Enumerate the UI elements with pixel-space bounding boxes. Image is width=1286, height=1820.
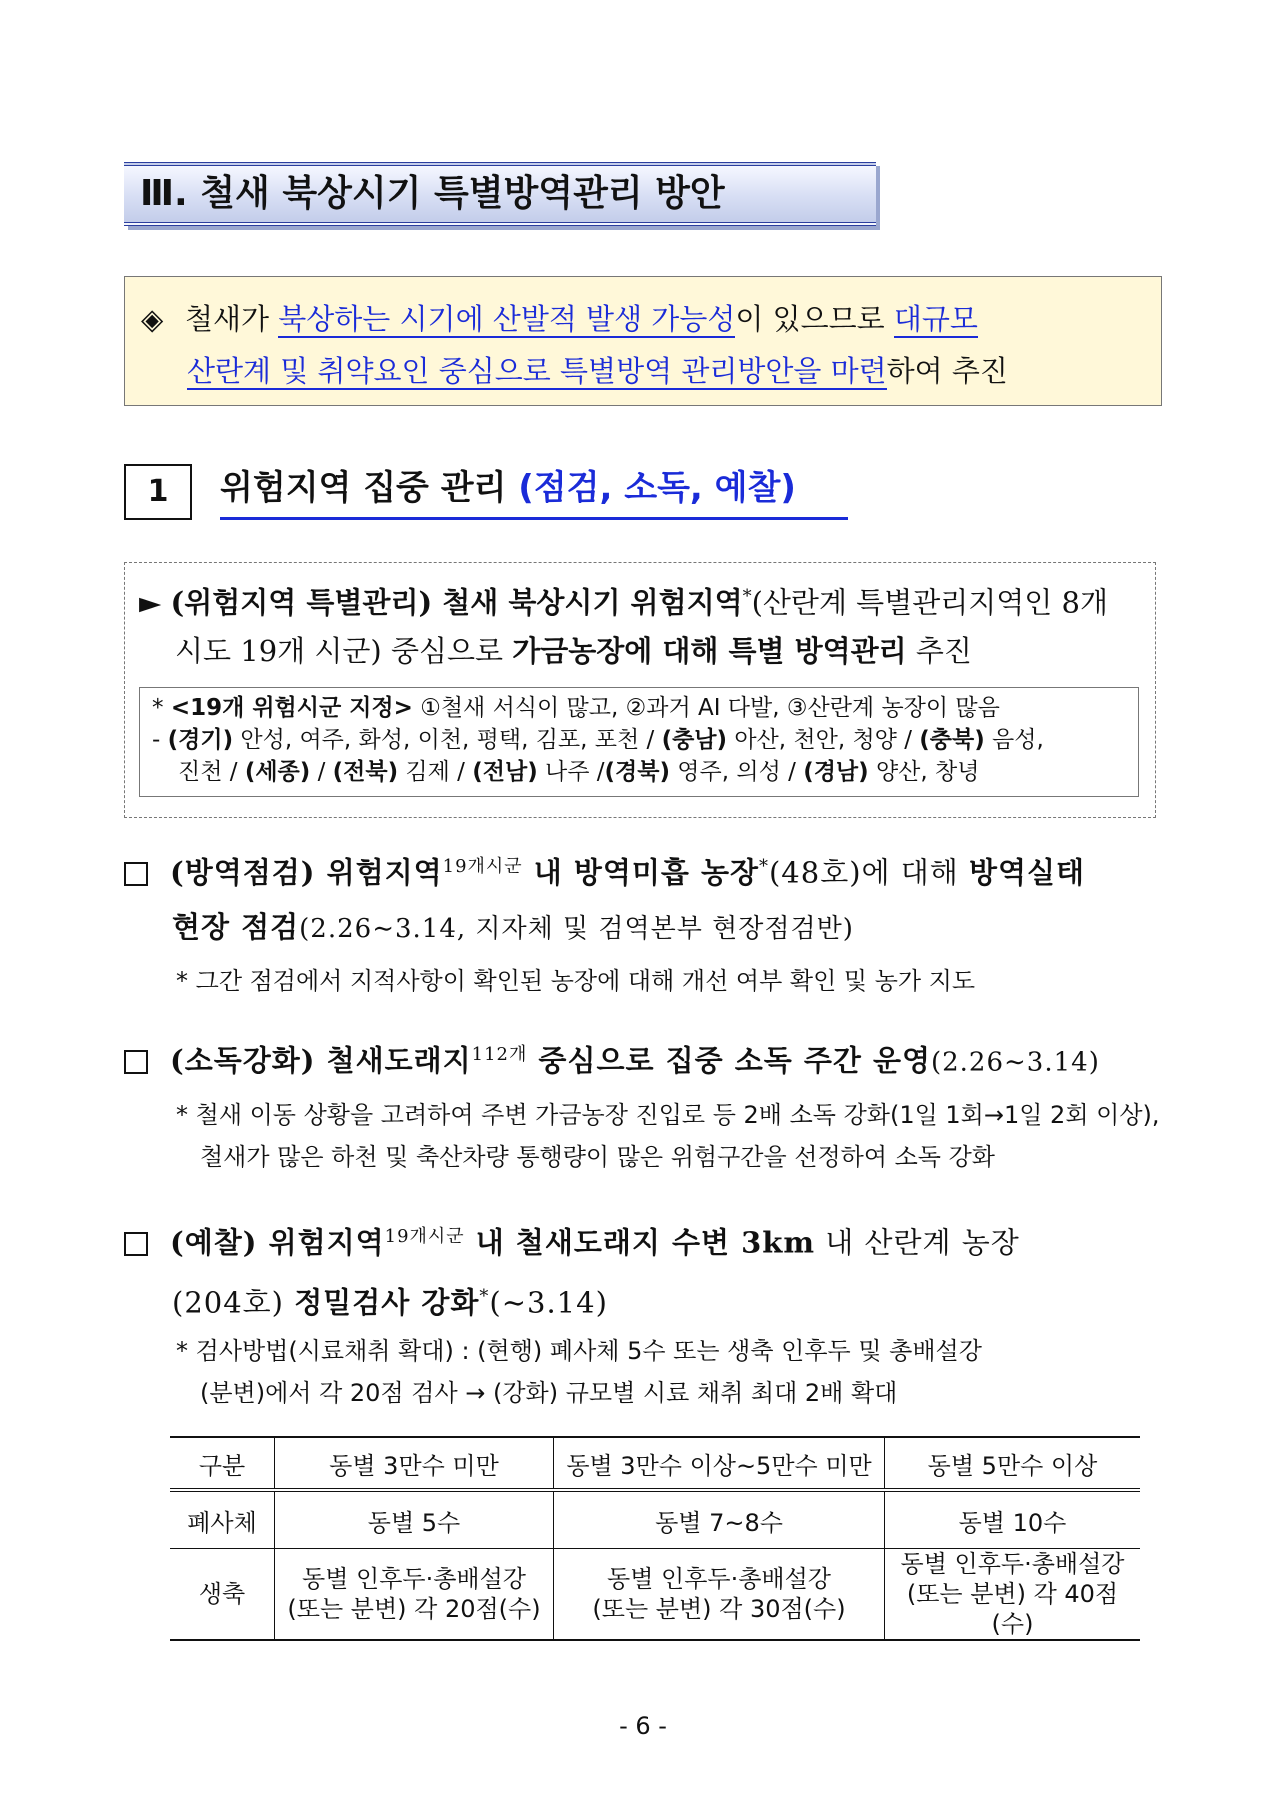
summary-line-1: ◈ 철새가 북상하는 시기에 산발적 발생 가능성이 있으므로 대규모 <box>141 293 1151 345</box>
table-header-cell: 동별 3만수 이상~5만수 미만 <box>554 1437 885 1490</box>
risk-region-title: * <19개 위험시군 지정> ①철새 서식이 많고, ②과거 AI 다발, ③산란계 농장이 많음 <box>152 695 1000 721</box>
sampling-table <box>170 1436 1140 1641</box>
table-row <box>170 1549 1140 1641</box>
key-line-2: 시도 19개 시군) 중심으로 가금농장에 대해 특별 방역관리 추진 <box>175 633 972 668</box>
risk-region-list <box>139 687 1139 797</box>
table-cell: 동별 7~8수 <box>554 1490 885 1549</box>
key-line-1: ► (위험지역 특별관리) 철새 북상시기 위험지역*(산란계 특별관리지역인 8개 <box>139 585 1108 620</box>
highlight-text: 대규모 <box>893 302 978 336</box>
key-point-box <box>124 562 1156 818</box>
item-surveillance: (예찰) 위험지역$^{19개시군}$ 내 철새도래지 수변 3km 내 산란계 농장 (204호) 정밀검사 강화*(∼3.14) <box>124 1210 1164 1329</box>
checkbox-icon <box>124 1050 148 1074</box>
item-surveillance-note: * 검사방법(시료채취 확대) : (현행) 폐사체 5수 또는 생축 인후두 및 총배설강 (분변)에서 각 20점 검사 → (강화) 규모별 시료 채취 최대 2배 확대 <box>176 1337 982 1407</box>
diamond-bullet-icon: ◈ <box>141 302 164 336</box>
table-cell: 동별 10수 <box>885 1490 1141 1549</box>
table-header-row <box>170 1437 1140 1490</box>
summary-box <box>124 276 1162 406</box>
table-cell: 폐사체 <box>170 1490 275 1549</box>
table-header-cell: 동별 5만수 이상 <box>885 1437 1141 1490</box>
section-title: Ⅲ. 철새 북상시기 특별방역관리 방안 <box>124 162 876 226</box>
checkbox-icon <box>124 862 148 886</box>
item-disinfection: (소독강화) 철새도래지$^{112개}$ 중심으로 집중 소독 주간 운영(2.26∼3.14) <box>124 1028 1164 1090</box>
table-cell: 동별 5수 <box>275 1490 554 1549</box>
item-inspection-note: * 그간 점검에서 지적사항이 확인된 농장에 대해 개선 여부 확인 및 농가 지도 <box>176 967 976 995</box>
highlight-text: 산란계 및 취약요인 중심으로 특별방역 관리방안을 마련 <box>187 354 887 388</box>
table-cell: 생축 <box>170 1549 275 1641</box>
heading-subtitle: (점검, 소독, 예찰) <box>518 468 796 508</box>
table-cell: 동별 인후두·총배설강 (또는 분변) 각 20점(수) <box>275 1549 554 1641</box>
table-header-cell: 구분 <box>170 1437 275 1490</box>
table-row <box>170 1490 1140 1549</box>
arrow-bullet-icon: ► <box>139 585 162 620</box>
table-cell: 동별 인후두·총배설강 (또는 분변) 각 40점(수) <box>885 1549 1141 1641</box>
heading-title: 위험지역 집중 관리 (점검, 소독, 예찰) <box>220 462 848 520</box>
table-header-cell: 동별 3만수 미만 <box>275 1437 554 1490</box>
table-cell: 동별 인후두·총배설강 (또는 분변) 각 30점(수) <box>554 1549 885 1641</box>
checkbox-icon <box>124 1232 148 1256</box>
page-number: - 6 - <box>619 1712 667 1740</box>
item-inspection: (방역점검) 위험지역$^{19개시군}$ 내 방역미흡 농장*(48호)에 대해 방역실태 현장 점검(2.26∼3.14, 지자체 및 검역본부 현장점검반) <box>124 840 1164 956</box>
risk-region-row-2: 진천 / (세종) / (전북) 김제 / (전남) 나주 /(경북) 영주, 의성 / (경남) 양산, 창녕 <box>178 759 980 785</box>
summary-line-2: 산란계 및 취약요인 중심으로 특별방역 관리방안을 마련하여 추진 <box>187 354 1008 388</box>
highlight-text: 북상하는 시기에 산발적 발생 가능성 <box>278 302 736 336</box>
heading-number: 1 <box>124 464 192 520</box>
item-disinfection-note: * 철새 이동 상황을 고려하여 주변 가금농장 진입로 등 2배 소독 강화(1일 1회→1일 2회 이상), 철새가 많은 하천 및 축산차량 통행량이 많은 위험구간을 선정하여 소독 강화 <box>176 1101 1160 1171</box>
risk-region-row-1: - (경기) 안성, 여주, 화성, 이천, 평택, 김포, 포천 / (충남) 아산, 천안, 청양 / (충북) 음성, <box>152 727 1044 753</box>
